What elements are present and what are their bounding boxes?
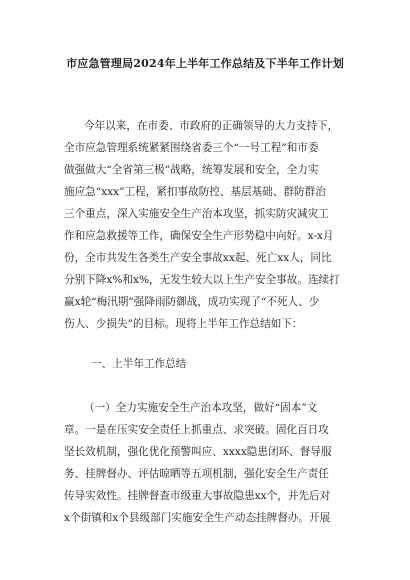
intro-line: 三个重点，深入实施安全生产治本攻坚，抓实防灾减灾工 bbox=[64, 208, 329, 220]
section-line: （一）全力实施安全生产治本攻坚，做好“固本”文 bbox=[84, 402, 318, 414]
intro-line: 份，全市共发生各类生产安全事故xx起、死亡xx人，同比 bbox=[64, 252, 332, 264]
section-line: 章。一是在压实安全责任上抓重点、求突破。固化百日攻 bbox=[64, 424, 329, 436]
section-line: 坚长效机制，强化优化预警叫应、xxxx隐患闭环、督导服 bbox=[64, 446, 332, 458]
section-line: 传导实效性。挂牌督查市级重大事故隐患xx个，并先后对 bbox=[64, 490, 331, 502]
intro-line: 分别下降x%和x%，无发生较大以上生产安全事故。连续打 bbox=[64, 274, 340, 286]
intro-line: 赢x轮“梅汛期”强降雨防御战，成功实现了“不死人、少 bbox=[64, 296, 320, 308]
intro-line: 作和应急救援等工作，确保安全生产形势稳中向好。x-x月 bbox=[64, 230, 334, 242]
intro-line: 今年以来，在市委、市政府的正确领导的大力支持下， bbox=[84, 120, 339, 132]
intro-line: 做强做大“全省第三极”战略，统筹发展和安全，全力实 bbox=[64, 164, 319, 176]
section-line: x个街镇和x个县级部门实施安全生产动态挂牌督办。开展 bbox=[64, 512, 331, 524]
section-line: 务、挂牌督办、评估晾晒等五项机制，强化安全生产责任 bbox=[64, 468, 329, 480]
intro-line: 伤人、少损失”的目标。现将上半年工作总结如下： bbox=[64, 318, 303, 330]
section-heading: 一、上半年工作总结 bbox=[91, 358, 187, 370]
document-title: 市应急管理局2024年上半年工作总结及下半年工作计划 bbox=[66, 57, 344, 70]
intro-line: 施应急“xxx”工程，紧扣事故防控、基层基础、群防群治 bbox=[64, 186, 326, 198]
intro-line: 全市应急管理系统紧紧围绕省委三个“一号工程”和市委 bbox=[64, 142, 319, 154]
